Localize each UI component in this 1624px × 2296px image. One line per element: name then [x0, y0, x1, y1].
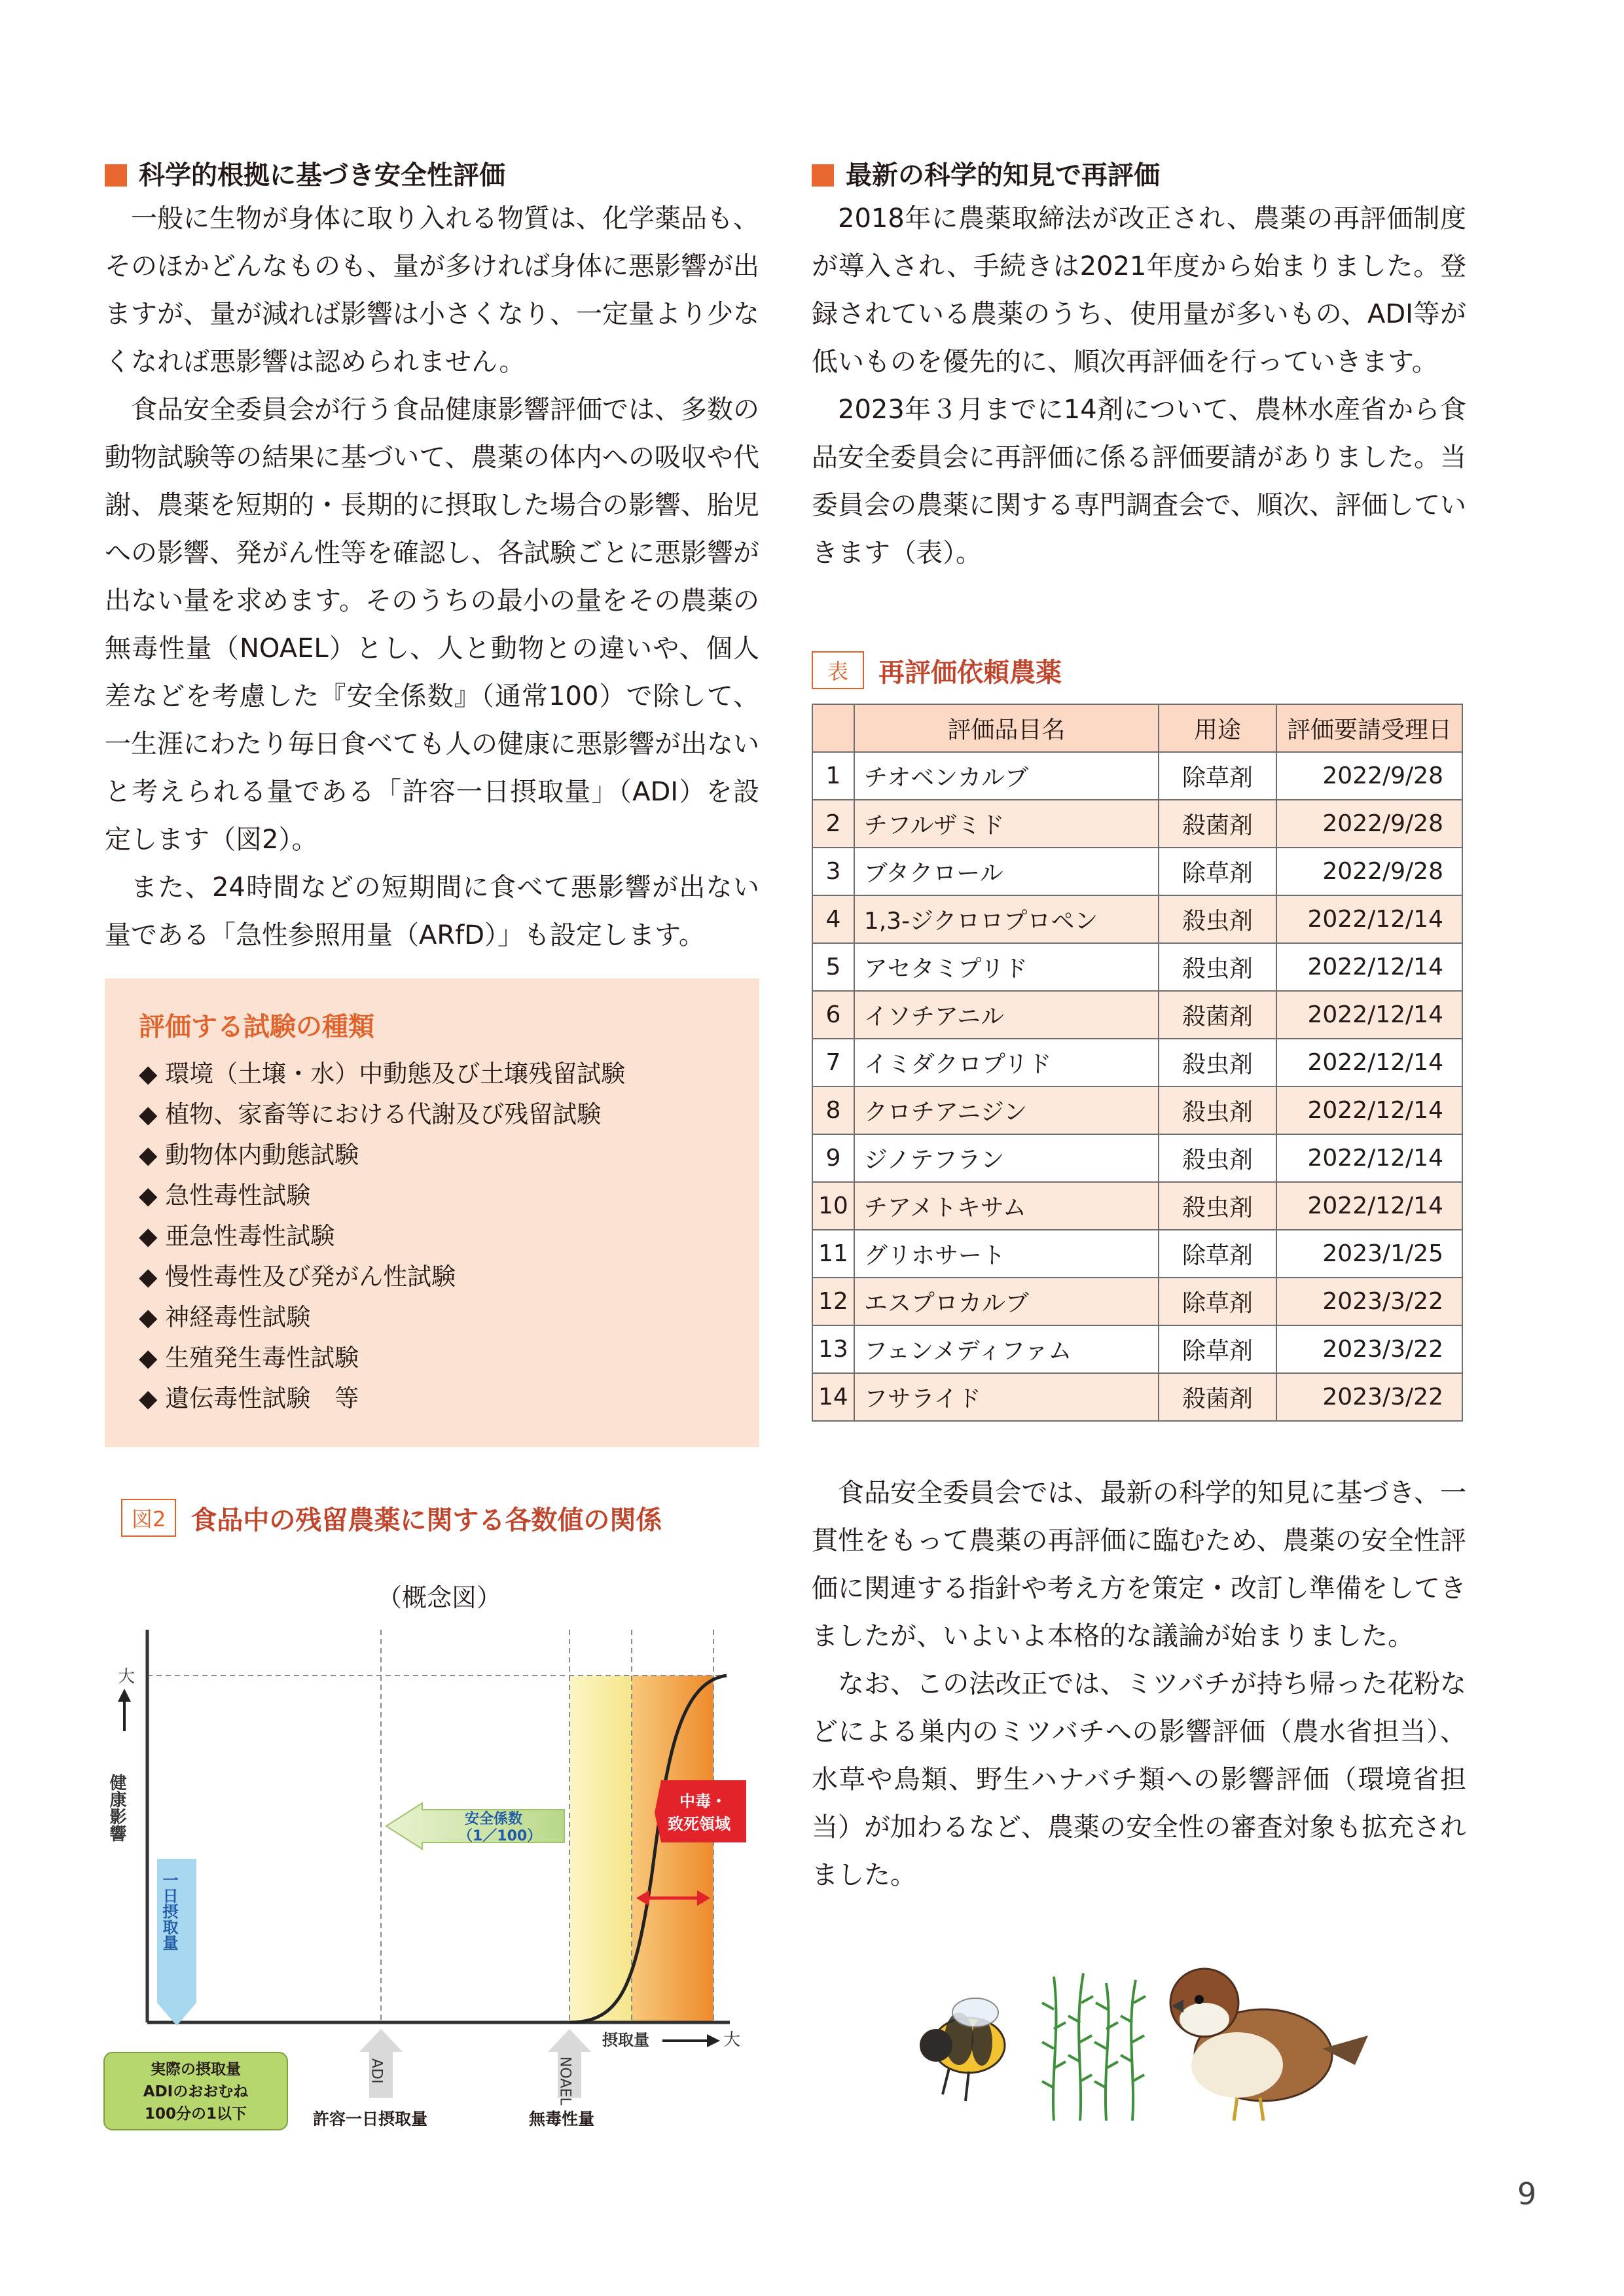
figure-tag: 図2 [121, 1499, 176, 1537]
table-cell-use: 殺菌剤 [1159, 991, 1276, 1039]
table-cell-no: 12 [812, 1278, 854, 1325]
actual-intake-box [103, 2052, 288, 2130]
table-cell-date: 2022/12/14 [1276, 1134, 1462, 1182]
paragraph: 2018年に農薬取締法が改正され、農薬の再評価制度が導入され、手続きは2021年度から始まりました。登録されている農薬のうち、使用量が多いもの、ADI等が低いものを優先的に、順次再評価を行っていきます。 [812, 204, 1466, 377]
paragraph: 食品安全委員会では、最新の科学的知見に基づき、一貫性をもって農薬の再評価に臨むため、農薬の安全性評価に関連する指針や考え方を策定・改訂し準備をしてきましたが、いよいよ本格的な議論が始まりました。 [812, 1478, 1466, 1651]
list-item: ◆ 慢性毒性及び発がん性試験 [139, 1263, 456, 1291]
toxic-label-1: 中毒・ [679, 1792, 727, 1810]
left-column [105, 156, 759, 960]
table-cell-no: 4 [812, 895, 854, 943]
right-column [812, 156, 1466, 577]
table-cell-no: 1 [812, 752, 854, 800]
table-cell-use: 殺虫剤 [1159, 1039, 1276, 1086]
table-cell-name: フサライド [854, 1373, 1159, 1421]
paragraph: 2023年３月までに14剤について、農林水産省から食品安全委員会に再評価に係る評価要請がありました。当委員会の農薬に関する専門調査会で、順次、評価していきます（表）。 [812, 395, 1466, 568]
paragraph: また、24時間などの短期間に食べて悪影響が出ない量である「急性参照用量（ARfD）」も設定します。 [105, 872, 759, 950]
table-cell-use: 殺虫剤 [1159, 1182, 1276, 1230]
list-item: ◆ 動物体内動態試験 [139, 1141, 359, 1169]
toxic-zone [632, 1676, 713, 2022]
table-cell-no: 7 [812, 1039, 854, 1086]
paragraph: 食品安全委員会が行う食品健康影響評価では、多数の動物試験等の結果に基づいて、農薬の体内への吸収や代謝、農薬を短期的・長期的に摂取した場合の影響、胎児への影響、発がん性等を確認し、各試験ごとに悪影響が出ない量を求めます。そのうちの最小の量をその農薬の無毒性量（NOAEL）とし、人と動物との違いや、個人差などを考慮した『安全係数』（通常100）で除して、一生涯にわたり毎日食べても人の健康に悪影響が出ないと考えられる量である「許容一日摂取量」（ADI）を設定します（図2）。 [105, 395, 759, 855]
y-axis-top-label: 大 [118, 1667, 135, 1687]
table-tag: 表 [812, 651, 864, 689]
table-cell-date: 2023/3/22 [1276, 1325, 1462, 1373]
table-row [812, 1325, 1462, 1373]
page-number: 9 [1517, 2176, 1537, 2212]
table-row [812, 1134, 1462, 1182]
table-row [812, 1182, 1462, 1230]
table-cell-use: 殺虫剤 [1159, 895, 1276, 943]
table-cell-use: 除草剤 [1159, 1278, 1276, 1325]
table-header-row [812, 704, 1462, 752]
table-row [812, 1230, 1462, 1278]
table-cell-name: チアメトキサム [854, 1182, 1159, 1230]
table-row [812, 1278, 1462, 1325]
table-cell-name: グリホサート [854, 1230, 1159, 1278]
actual-intake-line: 実際の摂取量 [151, 2061, 241, 2078]
test-types-box [105, 978, 759, 1447]
table-body [812, 752, 1462, 1421]
list-item: ◆ 亜急性毒性試験 [139, 1222, 335, 1250]
table-row [812, 943, 1462, 991]
table-cell-date: 2023/1/25 [1276, 1230, 1462, 1278]
paragraph: 一般に生物が身体に取り入れる物質は、化学薬品も、そのほかどんなものも、量が多ければ身体に悪影響が出ますが、量が減れば影響は小さくなり、一定量より少なくなれば悪影響は認められません。 [105, 204, 759, 377]
table-row [812, 800, 1462, 848]
table-cell-name: クロチアニジン [854, 1086, 1159, 1134]
actual-intake-line: 100分の1以下 [144, 2106, 247, 2123]
table-cell-date: 2022/12/14 [1276, 1039, 1462, 1086]
table-cell-no: 13 [812, 1325, 854, 1373]
illustrations [897, 1957, 1407, 2127]
square-bullet-icon [105, 164, 127, 187]
table-cell-use: 除草剤 [1159, 752, 1276, 800]
table-cell-date: 2022/12/14 [1276, 943, 1462, 991]
x-axis-label: 摂取量 [602, 2031, 649, 2049]
list-item: ◆ 急性毒性試験 [139, 1181, 311, 1210]
table-row [812, 848, 1462, 895]
y-arrow-head-icon [118, 1689, 131, 1702]
table-cell-no: 14 [812, 1373, 854, 1421]
section-heading-text: 科学的根拠に基づき安全性評価 [139, 160, 505, 190]
table-header-cell [812, 704, 854, 752]
list-item: ◆ 神経毒性試験 [139, 1303, 311, 1331]
table-cell-name: 1,3-ジクロロプロペン [854, 895, 1159, 943]
sparrow-illustration [1170, 1969, 1368, 2121]
safety-factor-label-1: 安全係数 [465, 1811, 523, 1827]
table-cell-use: 除草剤 [1159, 1230, 1276, 1278]
bee-illustration [920, 1998, 1005, 2101]
table-cell-name: ブタクロール [854, 848, 1159, 895]
y-axis-label: 健康影響 [107, 1774, 126, 1842]
box-title: 評価する試験の種類 [139, 1012, 374, 1042]
table-cell-name: イミダクロプリド [854, 1039, 1159, 1086]
x-axis-right-label: 大 [723, 2030, 741, 2050]
table-cell-no: 2 [812, 800, 854, 848]
list-item: ◆ 植物、家畜等における代謝及び残留試験 [139, 1100, 602, 1128]
paragraph: なお、この法改正では、ミツバチが持ち帰った花粉などによる巣内のミツバチへの影響評価（農水省担当）、水草や鳥類、野生ハナバチ類への影響評価（環境省担当）が加わるなど、農薬の安全性の審査対象も拡充されました。 [812, 1669, 1466, 1890]
table-cell-name: エスプロカルブ [854, 1278, 1159, 1325]
figure-title-text: 食品中の残留農薬に関する各数値の関係 [190, 1505, 662, 1535]
table-cell-name: ジノテフラン [854, 1134, 1159, 1182]
table-cell-use: 殺虫剤 [1159, 943, 1276, 991]
table-cell-name: チオベンカルブ [854, 752, 1159, 800]
table-cell-date: 2023/3/22 [1276, 1373, 1462, 1421]
noael-label: NOAEL [556, 2056, 573, 2106]
daily-intake-label: 一日摂取量 [160, 1872, 178, 1950]
table-cell-date: 2022/9/28 [1276, 800, 1462, 848]
closing-text [812, 1469, 1466, 1899]
table-row [812, 752, 1462, 800]
table-row [812, 1086, 1462, 1134]
table-cell-no: 11 [812, 1230, 854, 1278]
table-header-cell: 評価要請受理日 [1276, 704, 1462, 752]
adi-label: ADI [368, 2058, 385, 2084]
square-bullet-icon [812, 164, 834, 187]
list-item: ◆ 遺伝毒性試験 等 [139, 1384, 359, 1412]
adi-caption: 許容一日摂取量 [313, 2109, 428, 2128]
noael-zone [569, 1676, 632, 2022]
table-cell-no: 8 [812, 1086, 854, 1134]
table-row [812, 1373, 1462, 1421]
table-cell-no: 10 [812, 1182, 854, 1230]
water-plant-illustration [1042, 1973, 1146, 2121]
table-header-cell: 評価品目名 [854, 704, 1159, 752]
reevaluation-table [812, 704, 1463, 1422]
section-heading-safety [105, 156, 759, 195]
list-item: ◆ 生殖発生毒性試験 [139, 1344, 359, 1372]
table-cell-date: 2022/9/28 [1276, 752, 1462, 800]
section-heading-text: 最新の科学的知見で再評価 [846, 160, 1160, 190]
table-title [812, 651, 1062, 689]
figure-subtitle: （概念図） [377, 1583, 502, 1612]
table-cell-name: チフルザミド [854, 800, 1159, 848]
section-heading-reevaluation [812, 156, 1466, 195]
table-cell-use: 除草剤 [1159, 1325, 1276, 1373]
table-row [812, 895, 1462, 943]
test-types-list [139, 1054, 625, 1419]
table-cell-name: フェンメディファム [854, 1325, 1159, 1373]
table-cell-date: 2022/12/14 [1276, 895, 1462, 943]
table-row [812, 1039, 1462, 1086]
toxic-label-2: 致死領域 [668, 1815, 731, 1833]
table-cell-date: 2023/3/22 [1276, 1278, 1462, 1325]
table-cell-use: 除草剤 [1159, 848, 1276, 895]
actual-intake-line: ADIのおおむね [143, 2083, 249, 2100]
table-cell-date: 2022/12/14 [1276, 1182, 1462, 1230]
table-cell-use: 殺虫剤 [1159, 1134, 1276, 1182]
safety-factor-label-2: （1／100） [458, 1828, 542, 1844]
concept-diagram [98, 1617, 766, 2114]
table-cell-use: 殺菌剤 [1159, 800, 1276, 848]
list-item: ◆ 環境（土壌・水）中動態及び土壌残留試験 [139, 1060, 626, 1088]
figure-title [121, 1499, 662, 1537]
table-cell-date: 2022/9/28 [1276, 848, 1462, 895]
table-cell-use: 殺菌剤 [1159, 1373, 1276, 1421]
table-cell-no: 3 [812, 848, 854, 895]
table-cell-use: 殺虫剤 [1159, 1086, 1276, 1134]
table-cell-name: イソチアニル [854, 991, 1159, 1039]
table-cell-no: 6 [812, 991, 854, 1039]
table-row [812, 991, 1462, 1039]
table-cell-no: 9 [812, 1134, 854, 1182]
table-cell-date: 2022/12/14 [1276, 1086, 1462, 1134]
noael-caption: 無毒性量 [529, 2109, 595, 2128]
table-cell-no: 5 [812, 943, 854, 991]
table-cell-name: アセタミプリド [854, 943, 1159, 991]
table-title-text: 再評価依頼農薬 [878, 657, 1062, 688]
x-arrow-head-icon [707, 2034, 720, 2047]
table-header-cell: 用途 [1159, 704, 1276, 752]
table-cell-date: 2022/12/14 [1276, 991, 1462, 1039]
